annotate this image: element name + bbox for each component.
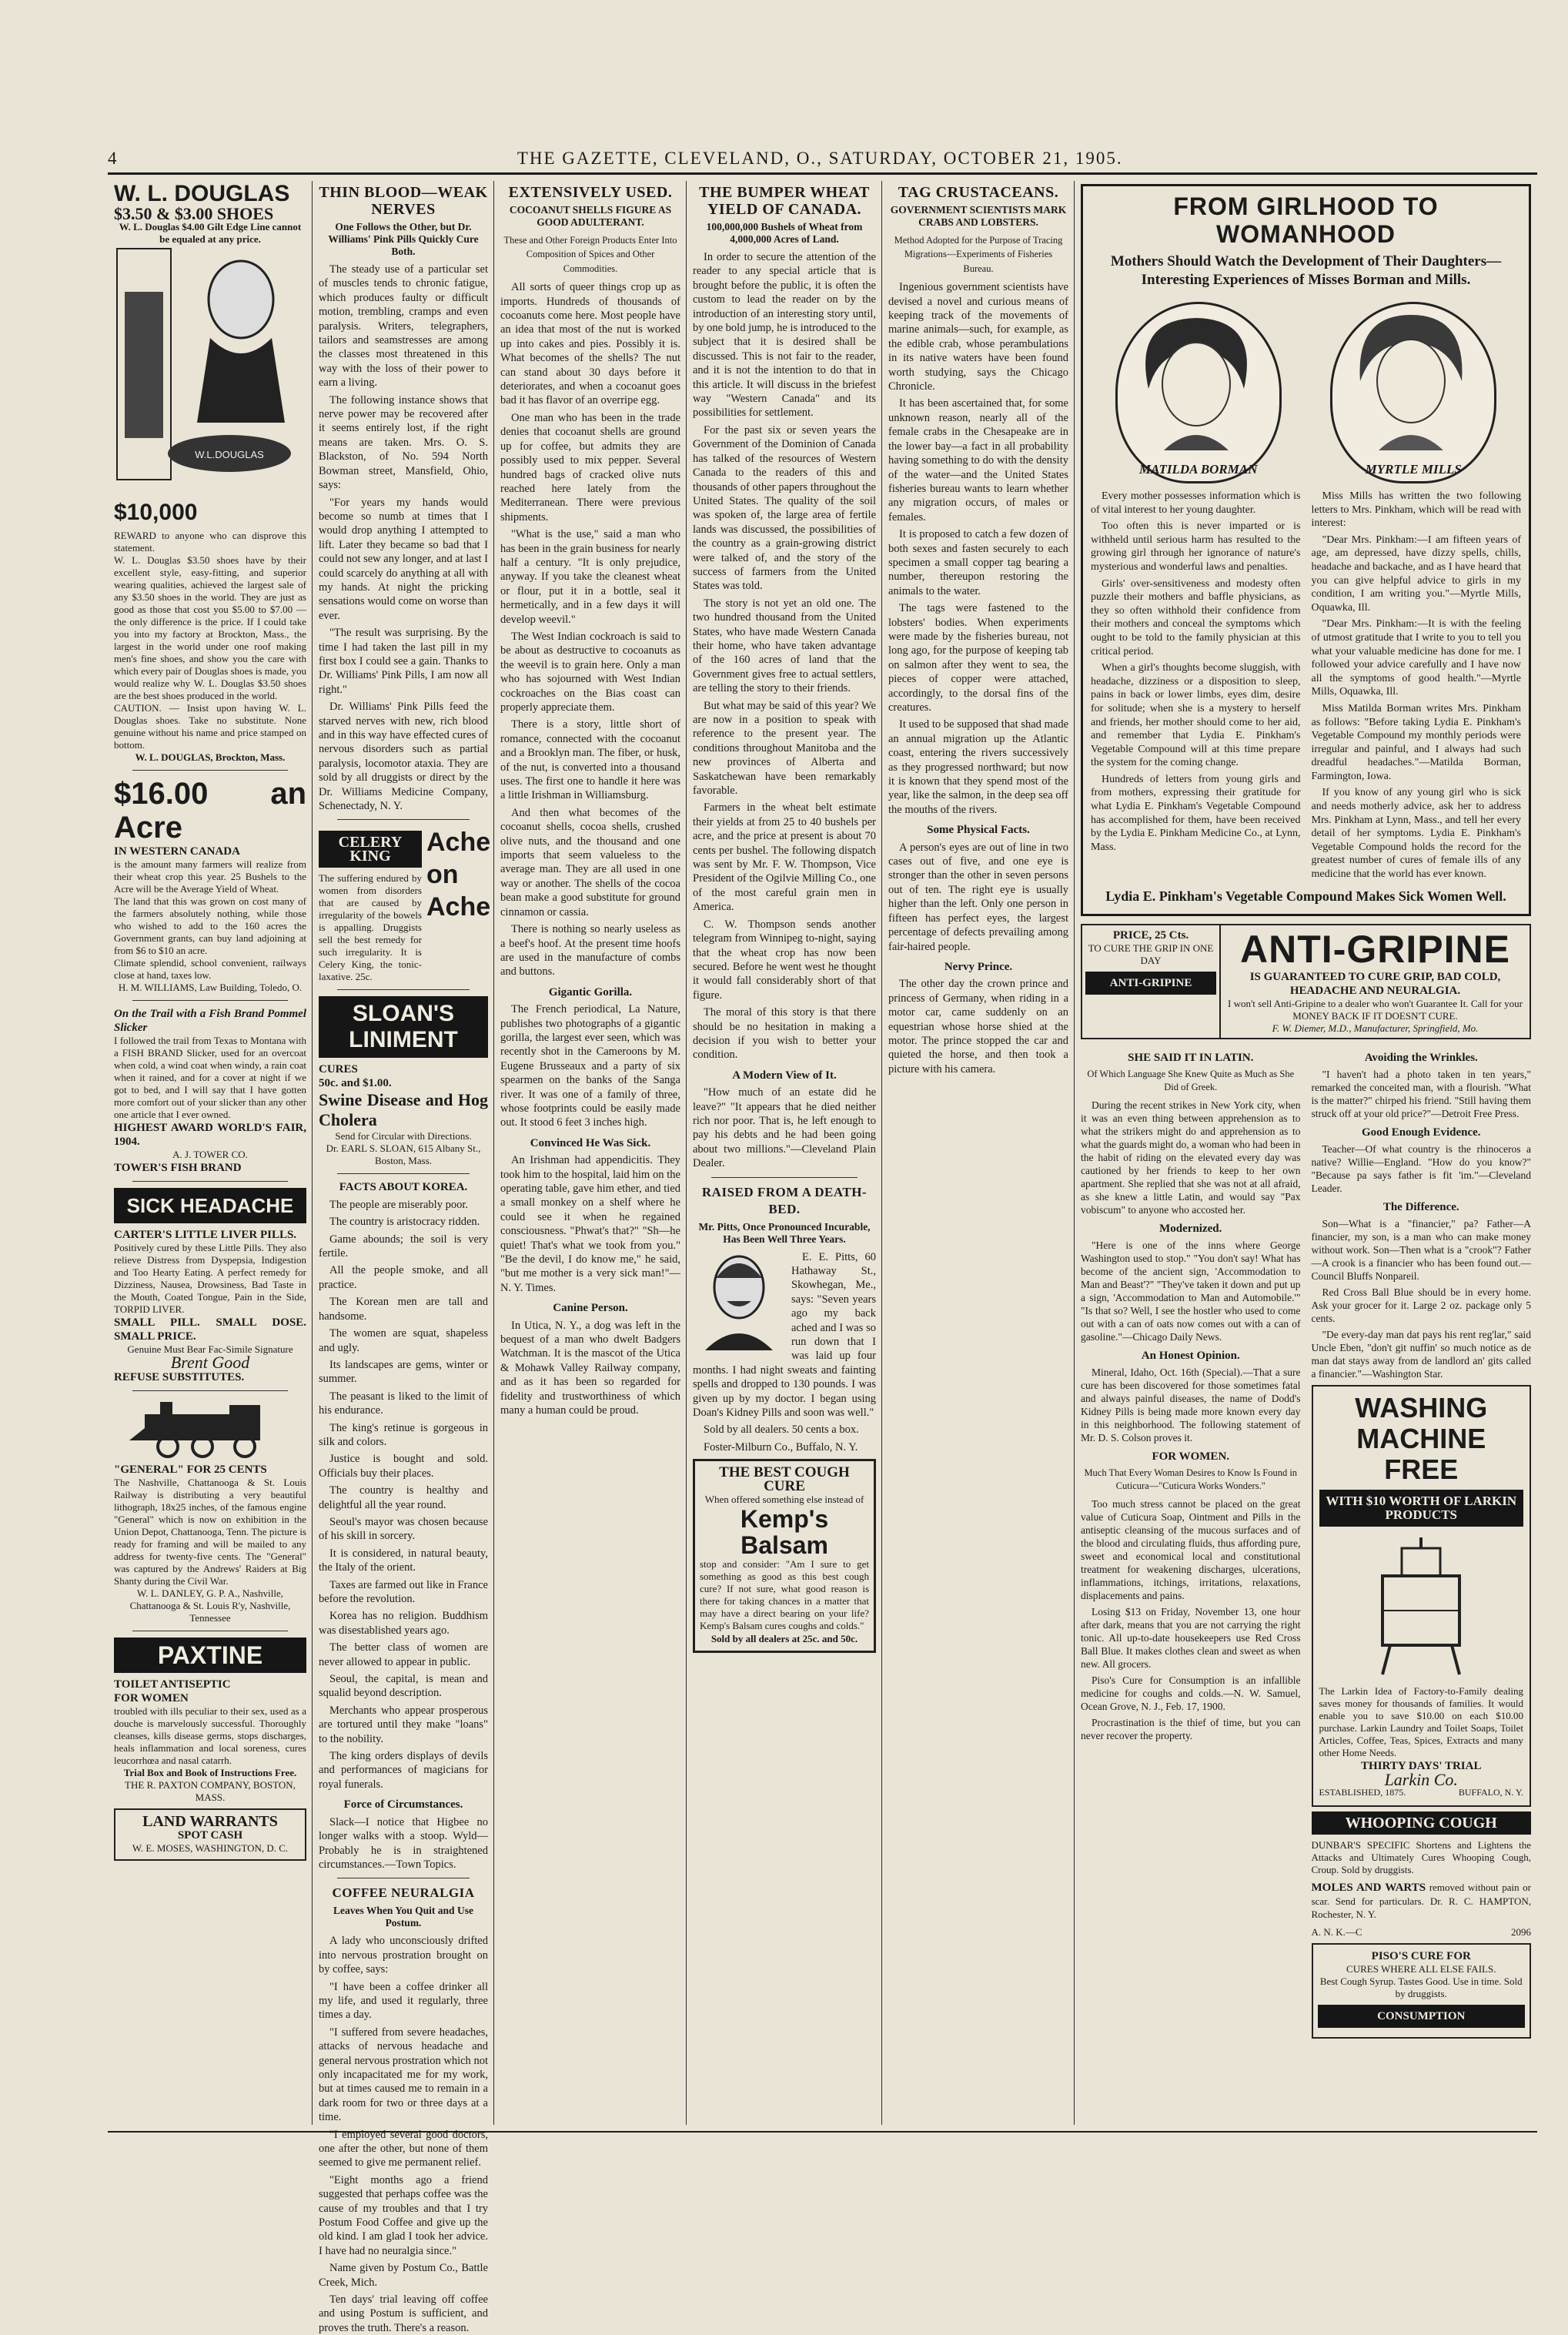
paragraph: If you know of any young girl who is sick and needs motherly advice, ask her to address Mrs. Pinkham at Lynn, Mass., and tell her every detail of her symptoms. Lydia E. Pinkham's Vegetable Compound holds the record for the greatest number of cures of female ills of any medicine that the world has ever known. bbox=[1311, 787, 1521, 881]
anti-brand-small: ANTI-GRIPINE bbox=[1085, 972, 1216, 995]
kemp-offered: When offered something else instead of bbox=[704, 1494, 864, 1506]
paragraph: Miss Matilda Borman writes Mrs. Pinkham as follows: "Before taking Lydia E. Pinkham's Vegetable Compound my monthly periods were irregular and painful, and I always had such dreadful headaches."—Matilda Borman, Farmington, Iowa. bbox=[1311, 702, 1521, 782]
acre-climate: Climate splendid, school convenient, railways close at hand, taxes low. bbox=[114, 957, 306, 982]
bottom-left-column bbox=[1081, 1045, 1301, 2046]
hint-headline: A Modern View of It. bbox=[732, 1069, 837, 1082]
paragraph: The Korean men are tall and handsome. bbox=[319, 1296, 488, 1323]
paragraph: "I suffered from severe headaches, attacks of nervous headache and general nervous prostration which not only incapacitated me for my work, but at times caused me to remain in a dark room for two or three days at a time. bbox=[319, 2026, 488, 2124]
anti-tagline: IS GUARANTEED TO CURE GRIP, BAD COLD, HEADACHE AND NEURALGIA. bbox=[1249, 971, 1501, 998]
celery-text: The suffering endured by women from disorders that are caused by irregularity of the bowels is appalling. Druggists sell the best remedy for such irregularity. It is Celery King, the tonic-laxative. 25c. bbox=[319, 872, 422, 983]
douglas-reward: $10,000 bbox=[114, 500, 198, 526]
fish-brand: TOWER'S FISH BRAND bbox=[114, 1162, 242, 1175]
locomotive-icon bbox=[114, 1397, 306, 1459]
paxtine-text: troubled with ills peculiar to their sex, used as a douche is marvelously successful. Thoroughly cleanses, kills disease germs, stops discharges, heals inflammation and local soreness, cures leucorrhœa and nasal catarrh. bbox=[114, 1705, 306, 1767]
modernized-headline: Modernized. bbox=[1159, 1223, 1222, 1236]
paragraph: Son—What is a "financier," pa? Father—A financier, my son, is a man who can make money without work. Son—Then what is a "crook"? Father—A crook is a financier who has been found out.—Council Bluffs Nonpareil. bbox=[1311, 1218, 1531, 1283]
general-signed: W. L. DANLEY, G. P. A., Nashville, Chattanooga & St. Louis R'y, Nashville, Tennessee bbox=[129, 1587, 291, 1624]
paragraph: "Eight months ago a friend suggested that perhaps coffee was the cause of my troubles and that I try Postum Food Coffee and give up the old kind. I am glad I took her advice. I have had no neuralgia since." bbox=[319, 2173, 488, 2257]
paragraph: There is a story, little short of romance, connected with the cocoanut and a Brooklyn man. The fiber, or husk, of the nut, is converted into a thousand uses. The first one to handle it here was a little Irishman in Williamsburg. bbox=[500, 718, 680, 802]
sloan-send: Send for Circular with Directions. bbox=[335, 1130, 472, 1142]
paragraph: The people are miserably poor. bbox=[329, 1198, 468, 1211]
paragraph: It has been ascertained that, for some unknown reason, nearly all of the female crabs in the Chesapeake are in the lower bay—a fact in all probability having something to do with the density of the water—and the United States fisheries bureau wants to learn whether any migration occurs, of males or females. bbox=[888, 397, 1068, 524]
feature-body bbox=[1091, 490, 1521, 885]
paragraph: Too often this is never imparted or is withheld until serious harm has resulted to the growing girl through her ignorance of nature's mysterious and wonderful laws and penalties. bbox=[1091, 520, 1301, 573]
women-headline: FOR WOMEN. bbox=[1152, 1450, 1230, 1464]
bottom-right-column bbox=[1312, 1045, 1532, 2046]
washing-machine-icon bbox=[1359, 1537, 1483, 1676]
women-sub: Much That Every Woman Desires to Know Is Found in Cuticura—"Cuticura Works Wonders." bbox=[1084, 1467, 1298, 1492]
paragraph: "Dear Mrs. Pinkham:—I am fifteen years of age, am depressed, have dizzy spells, chills, headache and backache, and as I have heard that you can give helpful advice to girls in my condition, I am writing you."—Myrtle Mills, Oquawka, Ill. bbox=[1311, 534, 1521, 614]
larkin-brand: Larkin Co. bbox=[1384, 1770, 1458, 1790]
paragraph: Every mother possesses information which is of vital interest to her young daughter. bbox=[1091, 490, 1301, 516]
feature-sub: Mothers Should Watch the Development of Their Daughters—Interesting Experiences of Misses Borman and Mills. bbox=[1110, 253, 1502, 288]
feature-portraits bbox=[1091, 302, 1521, 483]
paragraph: Seoul's mayor was chosen because of his skill in sorcery. bbox=[319, 1515, 488, 1543]
carters-genuine: Genuine Must Bear Fac-Simile Signature bbox=[127, 1343, 293, 1356]
larkin-ad bbox=[1312, 1385, 1532, 1807]
paragraph: Ingenious government scientists have devised a novel and curious means of keeping track of the movements of marine animals—such, for example, as the edible crab, whose perambulations in its native waters have been found worth studying, says the Chicago Chronicle. bbox=[888, 281, 1068, 393]
carters-small: SMALL PILL. SMALL DOSE. SMALL PRICE. bbox=[114, 1316, 306, 1343]
celery-ad bbox=[319, 826, 491, 983]
celery-brand: CELERY KING bbox=[319, 831, 422, 868]
paragraph: A lady who unconsciously drifted into nervous prostration brought on by coffee, says: bbox=[319, 1935, 488, 1976]
canine-headline: Canine Person. bbox=[553, 1302, 628, 1315]
tag-sub2: Method Adopted for the Purpose of Tracing Migrations—Experiments of Fisheries Bureau. bbox=[894, 235, 1063, 274]
column-4 bbox=[687, 181, 882, 2121]
anti-gripine-ad bbox=[1081, 924, 1531, 1039]
paragraph: Merchants who appear prosperous are tortured until they make "loans" to the nobility. bbox=[319, 1704, 488, 1745]
paragraph: Miss Mills has written the two following letters to Mrs. Pinkham, which will be read with interest: bbox=[1311, 490, 1521, 530]
moles-headline: MOLES AND WARTS bbox=[1311, 1882, 1426, 1895]
paragraph: The steady use of a particular set of muscles tends to chronic fatigue, which produces faulty or difficult motion, trembling, cramps and even paralysis. Writers, telegraphers, tailors and seamstresses are among the classes most threatened in this way with the loss of their power to earn a living. bbox=[319, 263, 488, 390]
land-address: W. E. MOSES, WASHINGTON, D. C. bbox=[132, 1842, 289, 1855]
paragraph: Hundreds of letters from young girls and from mothers, expressing their gratitude for what Lydia E. Pinkham's Vegetable Compound has accomplished for them, have been received by the Lydia E. Pinkham Medicine Co., at Lynn, Mass. bbox=[1091, 773, 1301, 853]
paragraph: The women are squat, shapeless and ugly. bbox=[319, 1327, 488, 1354]
acre-body: The land that this was grown on cost many of the farmers absolutely nothing, while those who wished to add to the 160 acres the Government grants, can buy land adjoining at from $6 to $10 an acre. bbox=[114, 895, 306, 957]
anti-text: I won't sell Anti-Gripine to a dealer who won't Guarantee It. Call for your MONEY BACK IF IT DOESN'T CURE. bbox=[1227, 998, 1523, 1022]
newspaper-title: THE GAZETTE, CLEVELAND, O., SATURDAY, OCTOBER 21, 1905. bbox=[517, 149, 1123, 168]
general-ad bbox=[114, 1397, 306, 1624]
portrait-caption: MATILDA BORMAN bbox=[1138, 461, 1258, 477]
paragraph: "Dear Mrs. Pinkham:—It is with the feeling of utmost gratitude that I write to you to tell you what your valuable medicine has done for me. I followed your advice carefully and I have now all the symptoms of good health."—Myrtle Mills, Oquawka, Ill. bbox=[1311, 618, 1521, 698]
paragraph: Ten days' trial leaving off coffee and using Postum is sufficient, and proves the truth. There's a reason. bbox=[319, 2293, 488, 2334]
paragraph: For the past six or seven years the Government of the Dominion of Canada has talked of the resources of Western Canada to the readers of this and thousands of other papers throughout the United States. The quality of the soil was spoken of, the large area of fertile lands was discussed, the possibilities of the country as a grain-growing district were talked of, and the story of the success of farmers from the United States was told. bbox=[693, 423, 876, 593]
kemp-text: stop and consider: "Am I sure to get something as good as this best cough cure? If not sure, what good reason is there for taking chances in a matter that may have a direct bearing on your life? Kemp's Balsam cures coughs and colds." bbox=[700, 1558, 869, 1632]
column-5 bbox=[882, 181, 1075, 2121]
coffee-sub: Leaves When You Quit and Use Postum. bbox=[333, 1905, 473, 1929]
paragraph: The moral of this story is that there should be no hesitation in making a decision if you wish to better your condition. bbox=[693, 1006, 876, 1062]
whooping-headline: WHOOPING COUGH bbox=[1312, 1811, 1532, 1835]
paragraph: The peasant is liked to the limit of his endurance. bbox=[319, 1390, 488, 1417]
paragraph: The king orders displays of devils and performances of magicians for royal funerals. bbox=[319, 1750, 488, 1791]
douglas-address: W. L. DOUGLAS, Brockton, Mass. bbox=[135, 751, 286, 764]
paragraph: Mineral, Idaho, Oct. 16th (Special).—That a sure cure has been discovered for those sometimes fatal and always painful diseases, the name of Dodd's Kidney Pills is being made more known every day in this neighborhood. The following statement of Mr. D. S. Colson proves it. bbox=[1081, 1367, 1301, 1444]
paragraph: Game abounds; the soil is very fertile. bbox=[319, 1233, 488, 1260]
paragraph: "I have been a coffee drinker all my life, and used it regularly, three times a day. bbox=[319, 1980, 488, 2022]
honest-headline: An Honest Opinion. bbox=[1141, 1350, 1240, 1363]
paragraph: A person's eyes are out of line in two cases out of five, and one eye is stronger than the other in seven persons out of ten. The right eye is usually higher than the left. Only one person in fifteen has perfect eyes, the largest percentage of defects prevailing among fair-haired people. bbox=[888, 841, 1068, 953]
paragraph: It is proposed to catch a few dozen of both sexes and fasten securely to each specimen a small copper tag bearing a number, thereupon restoring the animals to the water. bbox=[888, 528, 1068, 597]
paragraph: Name given by Postum Co., Battle Creek, Mich. bbox=[319, 2262, 488, 2289]
paragraph: Taxes are farmed out like in France before the revolution. bbox=[319, 1578, 488, 1605]
douglas-price: $3.50 & $3.00 SHOES bbox=[114, 204, 274, 223]
page-number: 4 bbox=[108, 149, 119, 168]
larkin-city: BUFFALO, N. Y. bbox=[1458, 1787, 1523, 1798]
land-ad bbox=[114, 1808, 306, 1861]
portrait-mills bbox=[1330, 302, 1496, 483]
paragraph: Slack—I notice that Higbee no longer walks with a stoop. Wyld—Probably he is in straightened circumstances.—Town Topics. bbox=[319, 1815, 488, 1871]
fish-ad bbox=[114, 1007, 306, 1175]
paragraph: "For years my hands would become so numb at times that I would drop anything I attempted to lift. Later they became so bad that I could not sew any longer, and at last I could scarcely do anything at all with my hands. At night the pricking sensations would come on worse than ever. bbox=[319, 496, 488, 622]
paragraph: The other day the crown prince and princess of Germany, when riding in a motor car, came suddenly on an equestrian whose horse shied at the motor. The prince stopped the car and quieted the horse, and then took a picture with his camera. bbox=[888, 978, 1068, 1076]
paragraph: Too much stress cannot be placed on the great value of Cuticura Soap, Ointment and Pills in the antiseptic cleansing of the mucous surfaces and of the blood and circulating fluids, thus affording pure, sweet and economical local and constitutional treatment for weakening discharges, ulcerations, inflammations, itchings, irritations, relaxations, displacements and pains. bbox=[1081, 1498, 1301, 1602]
fish-company: A. J. TOWER CO. bbox=[172, 1149, 248, 1161]
kemp-price: Sold by all dealers at 25c. and 50c. bbox=[710, 1633, 858, 1645]
force-headline: Force of Circumstances. bbox=[343, 1798, 463, 1811]
prince-headline: Nervy Prince. bbox=[944, 960, 1013, 973]
thin-blood-sub: One Follows the Other, but Dr. Williams' Pink Pills Quickly Cure Both. bbox=[328, 221, 479, 257]
acre-text: is the amount many farmers will realize from their wheat crop this year. 25 Bushels to the Acre will be the Average Yield of Wheat. bbox=[114, 858, 306, 895]
douglas-caution: CAUTION. — Insist upon having W. L. Douglas shoes. Take no substitute. None genuine without his name and price stamped on bottom. bbox=[114, 702, 306, 751]
column-3 bbox=[494, 181, 687, 2121]
paragraph: Foster-Milburn Co., Buffalo, N. Y. bbox=[704, 1440, 858, 1454]
tag-headline: TAG CRUSTACEANS. bbox=[898, 184, 1059, 201]
paragraph: Justice is bought and sold. Officials buy their places. bbox=[319, 1453, 488, 1480]
paragraph: The country is healthy and delightful all the year round. bbox=[319, 1484, 488, 1511]
top-rule bbox=[108, 172, 1537, 175]
paragraph: The tags were fastened to the lobsters' bodies. When experiments were made by the fisheries bureau, not long ago, for the purpose of keeping tab on salmon after they went to sea, the pieces of copper were attached, accordingly, to the dorsal fins of the creatures. bbox=[888, 602, 1068, 714]
larkin-text: The Larkin Idea of Factory-to-Family dealing saves money for thousands of families. It would enable you to save $10.00 on each $10.00 purchase. Larkin Laundry and Toilet Soaps, Toilet Articles, Coffee, Teas, Spices, Extracts and many other Home Needs. bbox=[1319, 1685, 1523, 1759]
korea-headline: FACTS ABOUT KOREA. bbox=[339, 1181, 468, 1194]
paragraph: "I employed several good doctors, one after the other, but none of them seemed to give me permanent relief. bbox=[319, 2128, 488, 2169]
bottom-section bbox=[1081, 1045, 1531, 2046]
paxtine-title: PAXTINE bbox=[114, 1638, 306, 1673]
anti-price: PRICE, 25 Cts. bbox=[1112, 929, 1189, 942]
paragraph: Losing $13 on Friday, November 13, one hour after dark, means that you are not carrying the right tonic. All up-to-date housekeepers use Red Cross Ball Blue. It makes clothes clean and sweet as when new. All grocers. bbox=[1081, 1606, 1301, 1671]
douglas-ad bbox=[114, 181, 306, 764]
whooping-text: DUNBAR'S SPECIFIC Shortens and Lightens the Attacks and Ultimately Cures Whooping Cough, Croup. Sold by druggists. bbox=[1311, 1839, 1531, 1876]
death-sub: Mr. Pitts, Once Pronounced Incurable, Has Been Well Three Years. bbox=[698, 1220, 871, 1245]
paragraph: All the people smoke, and all practice. bbox=[319, 1264, 488, 1291]
paragraph: The king's retinue is gorgeous in silk and colors. bbox=[319, 1421, 488, 1448]
moles-text: removed without pain or scar. Send for particulars. Dr. R. C. HAMPTON, Rochester, N. Y. bbox=[1311, 1882, 1532, 1921]
sloan-price: 50c. and $1.00. bbox=[319, 1077, 392, 1090]
sloan-ad bbox=[319, 996, 488, 1167]
gorilla-headline: Gigantic Gorilla. bbox=[548, 985, 633, 999]
fish-award: HIGHEST AWARD WORLD'S FAIR, 1904. bbox=[114, 1122, 306, 1149]
paragraph: E. E. Pitts, 60 Hathaway St., Skowhegan, Me., says: "Seven years ago my back ached and I was so run down that I was laid up four months. I had night sweats and fainting spells and dropped to 130 pounds. I was given up by my doctor. I began using Doan's Kidney Pills and soon was well." bbox=[693, 1250, 876, 1420]
paragraph: In Utica, N. Y., a dog was left in the bequest of a man who dwelt Badgers Watchman. It is the mascot of the Utica & Mohawk Valley Railway company, and as it has been so regarded for fidelity and trustworthiness of which many a human could be proud. bbox=[500, 1319, 680, 1417]
paragraph: The French periodical, La Nature, publishes two photographs of a gigantic gorilla, the largest ever seen, which was recently shot in the Cameroons by M. Eugene Brusseaux and a party of six spearmen on the banks of the Sanga river. It was one of a family of three, whose footprints could be easily made out. It stood 6 feet 3 inches high. bbox=[500, 1003, 680, 1129]
acre-title: $16.00 an Acre bbox=[114, 777, 306, 845]
wrinkles-headline: Avoiding the Wrinkles. bbox=[1364, 1052, 1478, 1065]
paxtine-sub: TOILET ANTISEPTIC bbox=[114, 1678, 231, 1691]
latin-headline: SHE SAID IT IN LATIN. bbox=[1128, 1052, 1254, 1065]
paragraph: "What is the use," said a man who has been in the grain business for nearly half a century. "It is only prejudice, anyway. If you take the cleanest wheat or flour, put it in a bottle, seal it hermetically, and in a few days it will develop weevil." bbox=[500, 528, 680, 626]
douglas-reward-text: REWARD to anyone who can disprove this statement. bbox=[114, 530, 306, 554]
acre-ad bbox=[114, 777, 306, 994]
newspaper-code-number: 2096 bbox=[1511, 1926, 1531, 1939]
column-1 bbox=[108, 181, 313, 2121]
paragraph: Piso's Cure for Consumption is an infallible medicine for coughs and colds.—N. W. Samuel, Ocean Grove, N. J., Feb. 17, 1900. bbox=[1081, 1674, 1301, 1713]
wheat-headline: THE BUMPER WHEAT YIELD OF CANADA. bbox=[699, 184, 870, 218]
paragraph: During the recent strikes in New York city, when it was an even thing between apprehension as to what the strikers might do and apprehension as to what the guards might do, a woman who had been in the habit of riding on the elevated every day was cautioned by her friends to keep to her own apartment. She replied that she was not at all afraid, as she knew a little Latin, and would say "Pax vobiscum" to anyone who accosted her. bbox=[1081, 1099, 1301, 1216]
paragraph: Seoul, the capital, is mean and squalid beyond description. bbox=[319, 1673, 488, 1700]
pinkham-feature-ad bbox=[1081, 184, 1531, 916]
coconut-sub: COCOANUT SHELLS FIGURE AS GOOD ADULTERANT. bbox=[509, 204, 672, 228]
paragraph: "Here is one of the inns where George Washington used to stop." "You don't say! What has become of the ancient sign, 'Accommodation to Man and Beast'?" "They've taken it down and put up a sign, 'Accommodation to Man and Automobile.'" "Is that so? Well, I see the hostler who used to come out with a can of oats now comes out with a can of gasoline."—Chicago Daily News. bbox=[1081, 1239, 1301, 1343]
larkin-trial: THIRTY DAYS' TRIAL bbox=[1361, 1760, 1482, 1773]
land-text: SPOT CASH bbox=[177, 1829, 243, 1842]
sloan-address: Dr. EARL S. SLOAN, 615 Albany St., Boston, Mass. bbox=[326, 1142, 481, 1167]
paragraph: All sorts of queer things crop up as imports. Hundreds of thousands of cocoanuts come here. Most people have an idea that most of the nut is worked up into cakes and pies. Possibly it is. What becomes of the shells? The nut can stand about 30 days before it deteriorates, and when a cocoanut goes bad it has flavor of an overripe egg. bbox=[500, 281, 680, 407]
paragraph: In order to secure the attention of the reader to any special article that is brought before the public, it is often the custom to lead the reader on by the introduction of an interesting story until, by one bold jump, he is introduced to the subject that it is desired shall be discussed. This is not fair to the reader, and it is not the intention to do that in this article. It will discuss in the briefest way "Western Canada" and its possibilities for settlement. bbox=[693, 251, 877, 420]
piso-text: Best Cough Syrup. Tastes Good. Use in time. Sold by druggists. bbox=[1319, 1975, 1523, 2000]
anti-brand: ANTI-GRIPINE bbox=[1240, 928, 1510, 972]
coffee-headline: COFFEE NEURALGIA bbox=[332, 1885, 475, 1901]
carters-refuse: REFUSE SUBSTITUTES. bbox=[114, 1370, 245, 1383]
douglas-brand: W. L. DOUGLAS bbox=[114, 181, 290, 206]
general-text: The Nashville, Chattanooga & St. Louis Railway is distributing a very beautiful lithograph, 18x25 inches, of the famous engine "General" which is now on exhibition in the Union Depot, Chattanooga, Tenn. The picture is ready for framing and will be mailed to any address for twenty-five cents. The "General" was captured by the Andrews' Raiders at Big Shanty during the Civil War. bbox=[114, 1477, 306, 1587]
svg-text:W.L.DOUGLAS: W.L.DOUGLAS bbox=[195, 449, 264, 460]
woman-portrait-icon bbox=[1332, 304, 1489, 450]
douglas-body: W. L. Douglas $3.50 shoes have by their excellent style, easy-fitting, and superior wearing qualities, achieved the largest sale of any $3.50 shoes in the world. They are just as good as those that cost you $5.00 to $7.00 — the only difference is the price. If I could take you into my factory at Brockton, Mass., the largest in the world under one roof making men's fine shoes, and show you the care with which every pair of Douglas shoes is made, you would realize why W. L. Douglas $3.50 shoes are the best shoes produced in the world. bbox=[114, 554, 306, 702]
paragraph: An Irishman had appendicitis. They took him to the hospital, laid him on the operating table, gave him ether, and tied a small monkey on a shelf where he could see it when he regained consciousness. "Phwat's that?" "Sh—he quiet! That's what we took from you." "Be the devil, I do know me," he said, "but me mother is a very sick man!"—N. Y. Times. bbox=[500, 1154, 680, 1294]
sloan-cures: CURES bbox=[319, 1063, 358, 1076]
paragraph: "How much of an estate did he leave?" "It appears that he died neither rich nor poor. That is, he left enough to pay his debts and he had been going about two millions."—Cleveland Plain Dealer. bbox=[693, 1086, 876, 1170]
larkin-headline: WASHING MACHINE FREE bbox=[1355, 1392, 1488, 1486]
paragraph: Girls' over-sensitiveness and modesty often puzzle their mothers and baffle physicians, as they so often withhold their confidence from their mothers and conceal the symptoms which ought to be told to the family physician at this critical period. bbox=[1091, 577, 1301, 657]
carters-ad bbox=[114, 1188, 306, 1383]
piso-ad bbox=[1312, 1943, 1532, 2039]
column-6 bbox=[1075, 181, 1537, 2121]
paragraph: Sold by all dealers. 50 cents a box. bbox=[704, 1423, 859, 1437]
paragraph: It used to be supposed that shad made an annual migration up the Atlantic coast, entering the rivers successively as they progressed northward; but now it is known that they spend most of the year, like the salmon, in the deep sea off the mouths of the rivers. bbox=[888, 718, 1068, 816]
tag-sub: GOVERNMENT SCIENTISTS MARK CRABS AND LOBSTERS. bbox=[890, 204, 1067, 228]
portrait-caption: MYRTLE MILLS bbox=[1365, 461, 1462, 477]
paragraph: But what may be said of this year? We are now in a position to speak with reference to the present year. The conditions throughout Manitoba and the new provinces of Alberta and Saskatchewan have been remarkably favorable. bbox=[693, 699, 876, 798]
paragraph: Procrastination is the thief of time, but you can never recover the property. bbox=[1081, 1717, 1301, 1742]
paragraph: Dr. Williams' Pink Pills feed the starved nerves with new, rich blood and in this way have effected cures of nervous disorders such as partial paralysis, locomotor ataxia. They are sold by all druggists or direct by the Dr. Williams Medicine Company, Schenectady, N. Y. bbox=[319, 701, 488, 813]
paxtine-trial: Trial Box and Book of Instructions Free. bbox=[123, 1767, 297, 1779]
acre-agent: H. M. WILLIAMS, Law Building, Toledo, O. bbox=[118, 982, 303, 994]
masthead bbox=[108, 145, 1537, 172]
anti-maker: F. W. Diemer, M.D., Manufacturer, Springfield, Mo. bbox=[1272, 1022, 1479, 1035]
sloan-brand: SLOAN'S LINIMENT bbox=[319, 996, 488, 1058]
paragraph: The better class of women are never allowed to appear in public. bbox=[319, 1641, 488, 1668]
paxtine-company: THE R. PAXTON COMPANY, BOSTON, MASS. bbox=[125, 1779, 296, 1804]
larkin-sub: WITH $10 WORTH OF LARKIN PRODUCTS bbox=[1319, 1490, 1524, 1527]
paragraph: One man who has been in the trade denies that cocoanut shells are ground up for coffee, but admits they are possibly used to mix pepper. Several hundred bags of cracked olive nuts reached here lately from the Mediterranean. There were previous shipments. bbox=[500, 411, 680, 524]
feature-tagline: Lydia E. Pinkham's Vegetable Compound Makes Sick Women Well. bbox=[1105, 888, 1506, 904]
douglas-gilt: W. L. Douglas $4.00 Gilt Edge Line cannot be equaled at any price. bbox=[119, 221, 302, 245]
paragraph: "De every-day man dat pays his rent reg'lar," said Uncle Eben, "don't git nuffin' so much notice as de man dat stays away from de landlord an' gits called a financier."—Washington Star. bbox=[1311, 1329, 1531, 1380]
woman-portrait-icon bbox=[1118, 304, 1275, 450]
paxtine-for: FOR WOMEN bbox=[114, 1692, 189, 1705]
sloan-disease: Swine Disease and Hog Cholera bbox=[319, 1090, 488, 1130]
kemp-headline: THE BEST COUGH CURE bbox=[719, 1464, 850, 1495]
physical-headline: Some Physical Facts. bbox=[927, 824, 1030, 837]
latin-sub: Of Which Language She Knew Quite as Much as She Did of Greek. bbox=[1087, 1069, 1295, 1093]
paragraph: Teacher—Of what country is the rhinoceros a native? Willie—England. "How do you know?" "Because pa says father is fit 'im."—Cleveland Leader. bbox=[1311, 1143, 1531, 1195]
carters-title: SICK HEADACHE bbox=[114, 1188, 306, 1223]
paragraph: "The result was surprising. By the time I had taken the last pill in my first box I could see a gain. Thanks to Dr. Williams' Pink Pills, I am now all right." bbox=[319, 627, 488, 696]
piso-sub: CURES WHERE ALL ELSE FAILS. bbox=[1346, 1963, 1496, 1975]
larkin-est: ESTABLISHED, 1875. bbox=[1319, 1787, 1406, 1798]
paragraph: The following instance shows that nerve power may be recovered after it seems entirely lost, if the right means are taken. Mrs. O. S. Blackston, of No. 594 North Bowman street, Mansfield, Ohio, says: bbox=[319, 393, 488, 492]
paragraph: Red Cross Ball Blue should be in every home. Ask your grocer for it. Large 2 oz. package only 5 cents. bbox=[1311, 1286, 1531, 1325]
bottom-rule bbox=[108, 2131, 1537, 2133]
carters-signature: Brent Good bbox=[170, 1353, 250, 1373]
fish-text: I followed the trail from Texas to Montana with a FISH BRAND Slicker, used for an overcoat when cold, a wind coat when windy, a rain coat when it rained, and for a cover at night if we got to bed, and I will say that I have gotten more comfort out of your slicker than any other one article that I ever owned. bbox=[114, 1035, 306, 1121]
wheat-sub: 100,000,000 Bushels of Wheat from 4,000,000 Acres of Land. bbox=[706, 221, 863, 245]
paragraph: Farmers in the wheat belt estimate their yields at from 25 to 40 bushels per acre, and the price at present is about 70 cents per bushel. The following dispatch was sent by Mr. F. W. Thompson, Vice President of the Ogilvie Milling Co., one of the most careful grain men in America. bbox=[693, 801, 876, 914]
piso-word: CONSUMPTION bbox=[1318, 2005, 1526, 2028]
carters-text: Positively cured by these Little Pills. They also relieve Distress from Dyspepsia, Indigestion and Too Hearty Eating. A perfect remedy for Dizziness, Nausea, Drowsiness, Bad Taste in the Mouth, Coated Tongue, Pain in the Side, TORPID LIVER. bbox=[114, 1242, 306, 1316]
anti-cure: TO CURE THE GRIP IN ONE DAY bbox=[1088, 942, 1214, 967]
coconut-headline: EXTENSIVELY USED. bbox=[508, 184, 673, 201]
paragraph: There is nothing so nearly useless as a beef's hoof. At the present time hoofs are used in the manufacture of combs and buttons. bbox=[500, 923, 680, 978]
land-title: LAND WARRANTS bbox=[142, 1813, 278, 1831]
paragraph: The West Indian cockroach is said to be about as destructive to cocoanuts as the weevil is to grain here. Only a man who has sojourned with West Indian cockroaches on the Bias coast can properly appreciate them. bbox=[500, 630, 680, 714]
thin-blood-headline: THIN BLOOD—WEAK NERVES bbox=[319, 184, 488, 218]
evidence-headline: Good Enough Evidence. bbox=[1361, 1126, 1481, 1139]
acre-sub: IN WESTERN CANADA bbox=[114, 845, 240, 858]
paragraph: "I haven't had a photo taken in ten years," remarked the conceited man, with a flourish. "What is the matter?" chirped his friend. "Still having them struck off at your old price?"—Detroit Free Press. bbox=[1311, 1069, 1531, 1120]
carters-brand: CARTER'S LITTLE LIVER PILLS. bbox=[114, 1229, 297, 1242]
kemp-ad bbox=[693, 1459, 876, 1653]
death-headline: RAISED FROM A DEATH-BED. bbox=[701, 1184, 868, 1216]
paragraph: It is considered, in natural beauty, the Italy of the orient. bbox=[319, 1547, 488, 1574]
paragraph: Korea has no religion. Buddhism was disestablished years ago. bbox=[319, 1610, 488, 1637]
paragraph: The country is aristocracy ridden. bbox=[329, 1216, 480, 1229]
paragraph: When a girl's thoughts become sluggish, with headache, dizziness or a disposition to sleep, pains in back or lower limbs, eyes dim, desire for solitude; when she is a mystery to herself and friends, her mother should come to her aid, and remember that Lydia E. Pinkham's Vegetable Compound will at this time prepare the system for the coming change. bbox=[1091, 662, 1301, 769]
paragraph: C. W. Thompson sends another telegram from Winnipeg to-night, saying that the wheat crop has now been secured. Before he went west he thought it would fall considerably short of that figure. bbox=[693, 918, 876, 1002]
paragraph: Its landscapes are gems, winter or summer. bbox=[319, 1358, 488, 1386]
paragraph: And then what becomes of the cocoanut shells, cocoa shells, crushed olive nuts, and the thousand and one imports that seem valueless to the average man. They are all used in one way or another. The shells of the cocoa bean make a good substitute for ground cinnamon or cassia. bbox=[500, 806, 680, 918]
paragraph: The story is not yet an old one. The two hundred thousand from the United States, who have made Western Canada their home, who have taken advantage of the 160 acres of land that the Government gives free to actual settlers, are telling the story to their friends. bbox=[693, 597, 876, 695]
newspaper-code: A. N. K.—C bbox=[1311, 1926, 1362, 1939]
column-2 bbox=[313, 181, 494, 2334]
portrait-borman bbox=[1115, 302, 1282, 483]
coconut-sub2: These and Other Foreign Products Enter Into Composition of Spices and Other Commodities. bbox=[503, 235, 677, 274]
fish-title: On the Trail with a Fish Brand Pommel Slicker bbox=[114, 1008, 306, 1035]
feature-headline: FROM GIRLHOOD TO WOMANHOOD bbox=[1173, 192, 1439, 248]
general-title: "GENERAL" FOR 25 CENTS bbox=[114, 1464, 267, 1477]
difference-headline: The Difference. bbox=[1382, 1201, 1459, 1214]
kemp-brand: Kemp's Balsam bbox=[740, 1505, 829, 1560]
piso-headline: PISO'S CURE FOR bbox=[1371, 1950, 1471, 1963]
paxtine-ad bbox=[114, 1638, 306, 1804]
portrait-illustration bbox=[693, 1250, 785, 1350]
sick-headline: Convinced He Was Sick. bbox=[530, 1136, 651, 1149]
celery-slogan: Ache on Ache bbox=[426, 828, 491, 922]
douglas-portrait-illustration bbox=[114, 246, 306, 492]
